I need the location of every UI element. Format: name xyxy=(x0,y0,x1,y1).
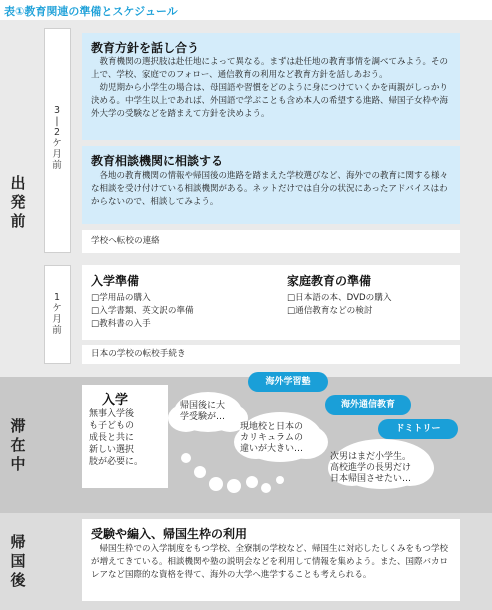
transfer-procedure-text: 日本の学校の転校手続き xyxy=(91,349,186,359)
transfer-contact-row xyxy=(82,230,460,253)
bubble-dormitory: ドミトリー xyxy=(378,419,458,439)
stay-heading: 入学 xyxy=(102,393,129,408)
timeline-label-3-2-months: 3 | 2 ケ 月 前 xyxy=(52,105,62,171)
stay-enrollment-box xyxy=(82,385,168,488)
timeline-3-2-months xyxy=(44,28,71,253)
checklist-item: □日本語の本、DVDの購入 xyxy=(287,293,392,303)
phase-label-stay: 滞 在 中 xyxy=(10,417,26,473)
transfer-contact-text: 学校へ転校の連絡 xyxy=(91,236,160,246)
enroll-prep-heading: 入学準備 xyxy=(91,274,140,288)
thought-text-university: 帰国後に大 学受験が… xyxy=(180,401,226,422)
stay-body: 無事入学後 も子どもの 成長と共に 新しい選択 肢が必要に。 xyxy=(89,409,144,467)
enroll-prep-checklist xyxy=(91,292,194,331)
return-box xyxy=(82,519,460,601)
phase-label-return: 帰 国 後 xyxy=(10,533,26,589)
phase-label-departure: 出 発 前 xyxy=(10,174,26,230)
home-edu-heading: 家庭教育の準備 xyxy=(287,274,372,288)
policy-heading: 教育方針を話し合う xyxy=(91,41,200,55)
consult-text: 各地の教育機関の情報や帰国後の進路を踏まえた学校選びなど、海外での教育に関する様々な相談を受け付けている相談機関がある。ネットだけでは自分の状況にあったアドバイスはわからないので、相談してみよう。 xyxy=(91,171,449,207)
transfer-procedure-row xyxy=(82,345,460,364)
checklist-item: □通信教育などの検討 xyxy=(287,306,373,316)
policy-text: 教育機関の選択肢は赴任地によって異なる。まずは赴任地の教育事情を調べてみよう。その上で、学校、家庭でのフォロー、通信教育の利用など教育方針を話しあおう。 幼児期から小学生の場合は、母国語や習慣をどのように身につけていくかを両親がしっかり決める。中学生以上であれば、外国語で学ぶことも含め本人の希望する進路、帰国子女枠や海外大学の受験などを踏まえて方針を決めよう。 xyxy=(91,57,449,119)
thought-text-sons: 次男はまだ小学生。 高校進学の長男だけ 日本帰国させたい… xyxy=(330,452,412,484)
timeline-1-month xyxy=(44,265,71,364)
policy-box xyxy=(82,33,460,140)
checklist-item: □入学書類、英文訳の準備 xyxy=(91,306,194,316)
checklist-item: □学用品の購入 xyxy=(91,293,151,303)
prep-box xyxy=(82,265,460,340)
timeline-label-1-month: 1 ケ 月 前 xyxy=(52,292,62,336)
consult-box xyxy=(82,146,460,224)
bubble-overseas-correspondence: 海外通信教育 xyxy=(325,395,411,415)
thought-clouds xyxy=(160,380,470,510)
bubble-overseas-cram-school: 海外学習塾 xyxy=(248,372,328,392)
checklist-item: □教科書の入手 xyxy=(91,319,151,329)
return-text: 帰国生枠での入学制度をもつ学校、全寮制の学校など、帰国生に対応したしくみをもつ学校が増えてきている。相談機関や塾の説明会などを利用して情報を集めよう。また、国際バカロレアなど国際的な資格を得て、海外の大学へ進学することも考えられる。 xyxy=(91,544,449,580)
return-heading: 受験や編入、帰国生枠の利用 xyxy=(91,527,248,541)
home-edu-checklist xyxy=(287,292,391,318)
consult-heading: 教育相談機関に相談する xyxy=(91,154,224,168)
figure-title: 表①教育関連の準備とスケジュール xyxy=(4,5,178,18)
thought-text-curriculum: 現地校と日本の カリキュラムの 違いが大きい… xyxy=(240,422,304,454)
